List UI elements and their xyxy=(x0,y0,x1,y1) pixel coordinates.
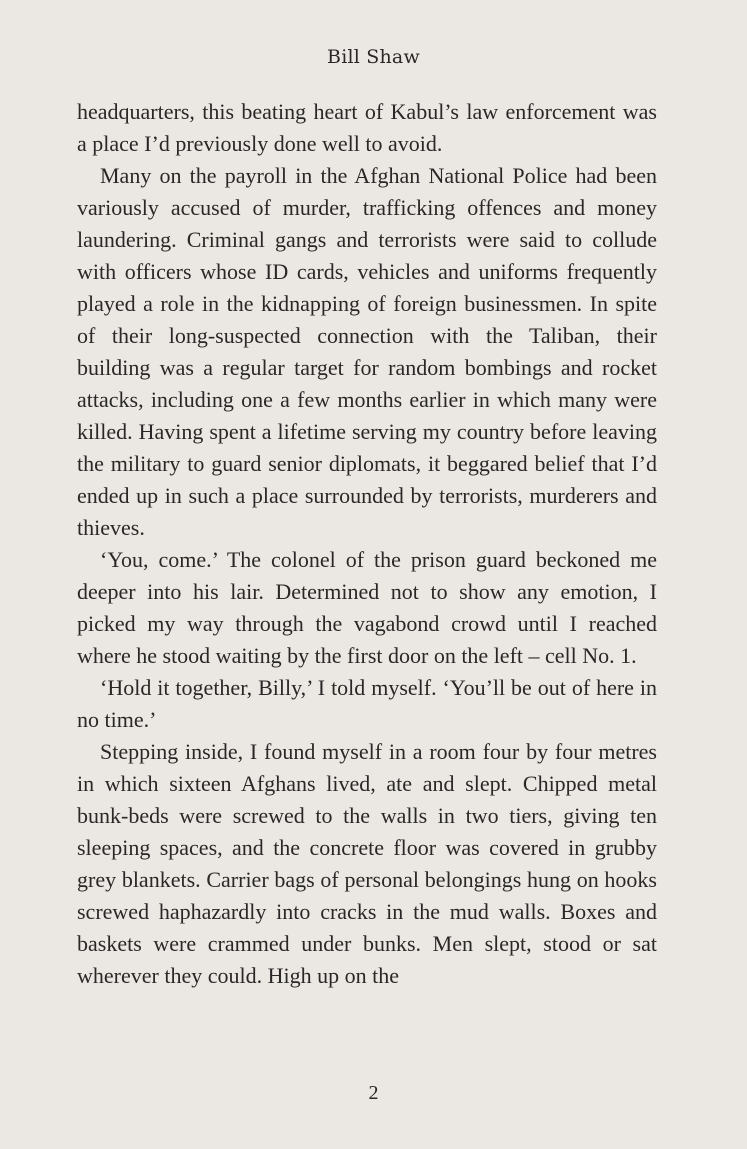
paragraph: Many on the payroll in the Afghan National Police had been variously accused of murder, trafficking offences and money laundering. Criminal gangs and terrorists were said to collude with officers whose ID cards, vehicles and uniforms frequently played a role in the kidnapping of foreign businessmen. In spite of their long-suspected connection with the Taliban, their building was a regular target for random bombings and rocket attacks, including one a few months earlier in which many were killed. Having spent a lifetime serving my country before leaving the military to guard senior diplomats, it beggared belief that I’d ended up in such a place surrounded by terrorists, murderers and thieves. xyxy=(77,163,657,540)
body-text xyxy=(77,96,657,992)
running-head: Bill Shaw xyxy=(327,46,420,68)
page-number: 2 xyxy=(368,1082,379,1104)
paragraph-continued: headquarters, this beating heart of Kabul’s law enforcement was a place I’d previously done well to avoid. xyxy=(77,99,657,156)
paragraph: Stepping inside, I found myself in a room four by four metres in which sixteen Afghans lived, ate and slept. Chipped metal bunk-beds were screwed to the walls in two tiers, giving ten sleeping spaces, and the concrete floor was covered in grubby grey blankets. Carrier bags of personal belongings hung on hooks screwed haphazardly into cracks in the mud walls. Boxes and baskets were crammed under bunks. Men slept, stood or sat wherever they could. High up on the xyxy=(77,739,657,988)
paragraph: ‘You, come.’ The colonel of the prison guard beckoned me deeper into his lair. Determined not to show any emotion, I picked my way through the vagabond crowd until I reached where he stood waiting by the first door on the left – cell No. 1. xyxy=(77,547,657,668)
paragraph: ‘Hold it together, Billy,’ I told myself. ‘You’ll be out of here in no time.’ xyxy=(77,675,657,732)
